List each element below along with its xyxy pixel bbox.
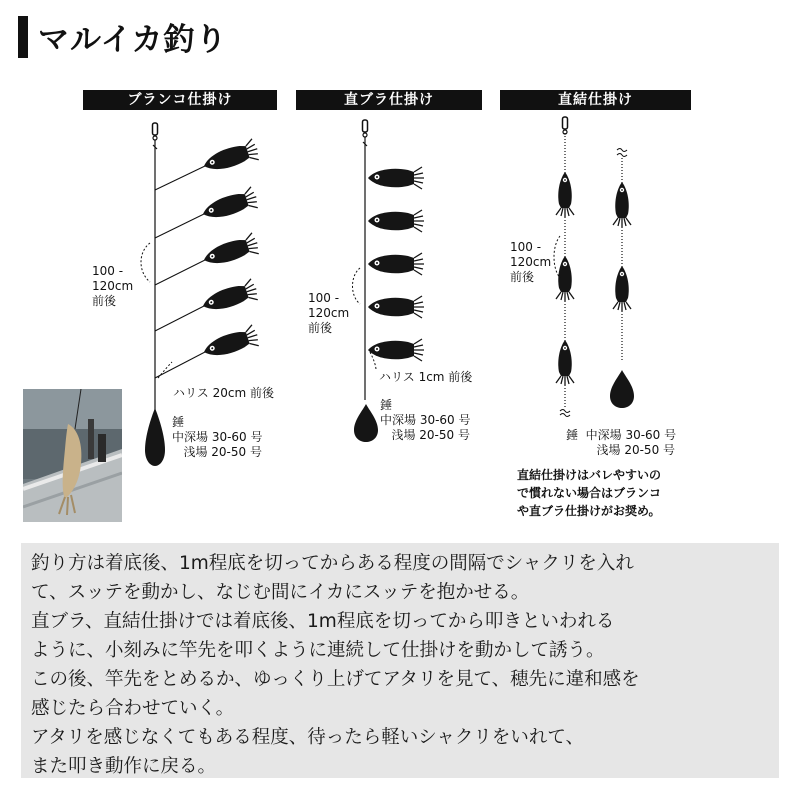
description-line: アタリを感じなくてもある程度、待ったら軽いシャクリをいれて、 — [31, 727, 584, 748]
buranko-harisu-label: ハリス 20cm 前後 — [173, 386, 274, 400]
chokubura-length-label: 100 - 120cm 前後 — [308, 291, 350, 335]
buranko-length-label: 100 - 120cm 前後 — [92, 264, 134, 308]
buranko-weight-label: 錘 中深場 30-60 号 浅場 20-50 号 — [172, 415, 263, 459]
chokketsu-length-label: 100 - 120cm 前後 — [510, 240, 552, 284]
chokubura-harisu-label: ハリス 1cm 前後 — [379, 370, 473, 384]
description-line: この後、竿先をとめるか、ゆっくり上げてアタリを見て、穂先に違和感を — [31, 669, 640, 690]
rig-header-chokubura: 直ブラ仕掛け — [296, 90, 482, 110]
description-line: また叩き動作に戻る。 — [31, 756, 217, 777]
chokubura-rig — [353, 120, 425, 442]
chokubura-weight-label: 錘 中深場 30-60 号 浅場 20-50 号 — [380, 398, 471, 442]
chokketsu-weight-label: 錘 中深場 30-60 号 浅場 20-50 号 — [566, 428, 677, 457]
rig-header-chokketsu: 直結仕掛け — [500, 90, 691, 110]
description-line: 感じたら合わせていく。 — [31, 698, 235, 719]
page-title: マルイカ釣り — [38, 22, 228, 58]
description-line: 釣り方は着底後、1m程底を切ってからある程度の間隔でシャクリを入れ — [31, 553, 634, 574]
description-panel — [21, 543, 779, 778]
chokketsu-rig — [554, 117, 634, 417]
rig-header-buranko: ブランコ仕掛け — [83, 90, 277, 110]
description-line: 直ブラ、直結仕掛けでは着底後、1m程底を切ってから叩きといわれる — [31, 611, 615, 632]
description-line: ように、小刻みに竿先を叩くように連続して仕掛けを動かして誘う。 — [31, 640, 605, 661]
description-line: て、スッテを動かし、なじむ間にイカにスッテを抱かせる。 — [31, 582, 530, 603]
fishing-photo — [23, 389, 122, 522]
chokketsu-note: 直結仕掛けはバレやすいの で慣れない場合はブランコ や直ブラ仕掛けがお奨め。 — [517, 468, 662, 518]
